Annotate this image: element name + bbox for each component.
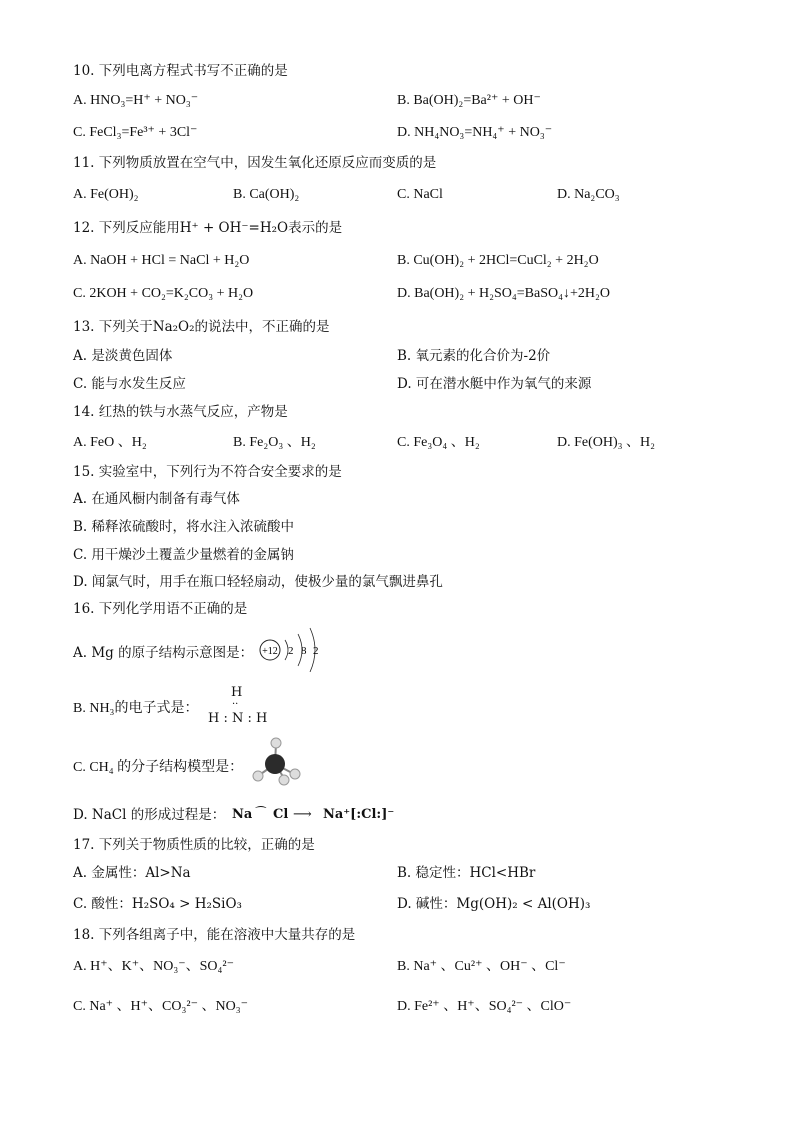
nh3-top-h: H [231, 685, 243, 700]
mg-shell-2: 8 [301, 645, 307, 657]
q11-option-c[interactable]: C. NaCl [397, 187, 443, 202]
nacl-arrow: ⟶ [293, 807, 312, 822]
mg-shell-3: 2 [313, 645, 319, 657]
q15-option-b[interactable]: B. 稀释浓硫酸时，将水注入浓硫酸中 [73, 519, 295, 535]
q10-option-b[interactable]: B. Ba(OH)₂=Ba²⁺ + OH⁻ [397, 93, 541, 108]
q14-option-c[interactable]: C. Fe₃O₄ 、H₂ [397, 435, 480, 450]
q14-option-d[interactable]: D. Fe(OH)₃ 、H₂ [557, 435, 656, 450]
q11-option-d[interactable]: D. Na₂CO₃ [557, 187, 620, 202]
q18-option-c[interactable]: C. Na⁺ 、H⁺、CO₃²⁻ 、NO₃⁻ [73, 999, 248, 1014]
q13-option-d[interactable]: D. 可在潜水艇中作为氧气的来源 [397, 376, 592, 392]
question-11-stem: 11. 下列物质放置在空气中，因发生氧化还原反应而变质的是 [73, 155, 437, 171]
q17-option-d[interactable]: D. 碱性：Mg(OH)₂ < Al(OH)₃ [397, 896, 591, 912]
question-13-stem: 13. 下列关于Na₂O₂的说法中，不正确的是 [73, 319, 330, 335]
q16-option-b[interactable]: B. NH₃的电子式是： [73, 701, 199, 716]
question-14-stem: 14. 红热的铁与水蒸气反应，产物是 [73, 404, 288, 420]
mg-shell-1: 2 [288, 645, 294, 657]
q17-option-c[interactable]: C. 酸性：H₂SO₄ > H₂SiO₃ [73, 896, 242, 912]
question-10-stem: 10. 下列电离方程式书写不正确的是 [73, 63, 288, 79]
mg-nucleus-label: +12 [262, 646, 278, 657]
q18-option-d[interactable]: D. Fe²⁺ 、H⁺、SO₄²⁻ 、ClO⁻ [397, 999, 572, 1014]
q16-option-a[interactable]: A. Mg 的原子结构示意图是： [73, 645, 254, 661]
question-17-stem: 17. 下列关于物质性质的比较，正确的是 [73, 837, 315, 853]
q10-option-d[interactable]: D. NH₄NO₃=NH₄⁺ + NO₃⁻ [397, 125, 553, 140]
q10-option-c[interactable]: C. FeCl₃=Fe³⁺ + 3Cl⁻ [73, 125, 198, 140]
q10-option-a[interactable]: A. HNO₃=H⁺ + NO₃⁻ [73, 93, 199, 108]
nacl-product: Na⁺[:Cl:]⁻ [323, 807, 395, 822]
q11-option-b[interactable]: B. Ca(OH)₂ [233, 187, 300, 202]
question-18-stem: 18. 下列各组离子中，能在溶液中大量共存的是 [73, 927, 356, 943]
q18-option-a[interactable]: A. H⁺、K⁺、NO₃⁻、SO₄²⁻ [73, 959, 234, 974]
nh3-row: H : N : H [208, 711, 268, 726]
q12-option-b[interactable]: B. Cu(OH)₂ + 2HCl=CuCl₂ + 2H₂O [397, 253, 599, 268]
q15-option-a[interactable]: A. 在通风橱内制备有毒气体 [73, 491, 240, 507]
mg-atom-structure-diagram [258, 626, 328, 672]
question-12-stem: 12. 下列反应能用H⁺ + OH⁻=H₂O表示的是 [73, 220, 343, 236]
q13-option-c[interactable]: C. 能与水发生反应 [73, 376, 186, 392]
question-16-stem: 16. 下列化学用语不正确的是 [73, 601, 248, 617]
nh3-dots: ·· [232, 699, 239, 710]
ch4-ball-stick-model [248, 736, 306, 786]
q12-option-a[interactable]: A. NaOH + HCl = NaCl + H₂O [73, 253, 250, 268]
q16-option-d[interactable]: D. NaCl 的形成过程是： [73, 807, 226, 823]
nacl-na: Na [232, 807, 253, 822]
q14-option-a[interactable]: A. FeO 、H₂ [73, 435, 147, 450]
q12-option-d[interactable]: D. Ba(OH)₂ + H₂SO₄=BaSO₄↓+2H₂O [397, 286, 610, 301]
q14-option-b[interactable]: B. Fe₂O₃ 、H₂ [233, 435, 316, 450]
q11-option-a[interactable]: A. Fe(OH)₂ [73, 187, 139, 202]
q17-option-a[interactable]: A. 金属性：Al>Na [73, 865, 191, 881]
curved-arrow-icon: ⁀ [256, 806, 266, 820]
q15-option-d[interactable]: D. 闻氯气时，用手在瓶口轻轻扇动，使极少量的氯气飘进鼻孔 [73, 574, 443, 590]
nacl-cl: Cl [273, 807, 289, 822]
q13-option-a[interactable]: A. 是淡黄色固体 [73, 348, 173, 364]
q17-option-b[interactable]: B. 稳定性：HCl<HBr [397, 865, 536, 881]
q15-option-c[interactable]: C. 用干燥沙土覆盖少量燃着的金属钠 [73, 547, 294, 563]
question-15-stem: 15. 实验室中，下列行为不符合安全要求的是 [73, 464, 342, 480]
q16-option-c[interactable]: C. CH₄ 的分子结构模型是： [73, 760, 244, 775]
q18-option-b[interactable]: B. Na⁺ 、Cu²⁺ 、OH⁻ 、Cl⁻ [397, 959, 566, 974]
q12-option-c[interactable]: C. 2KOH + CO₂=K₂CO₃ + H₂O [73, 286, 254, 301]
q13-option-b[interactable]: B. 氧元素的化合价为-2价 [397, 348, 551, 364]
